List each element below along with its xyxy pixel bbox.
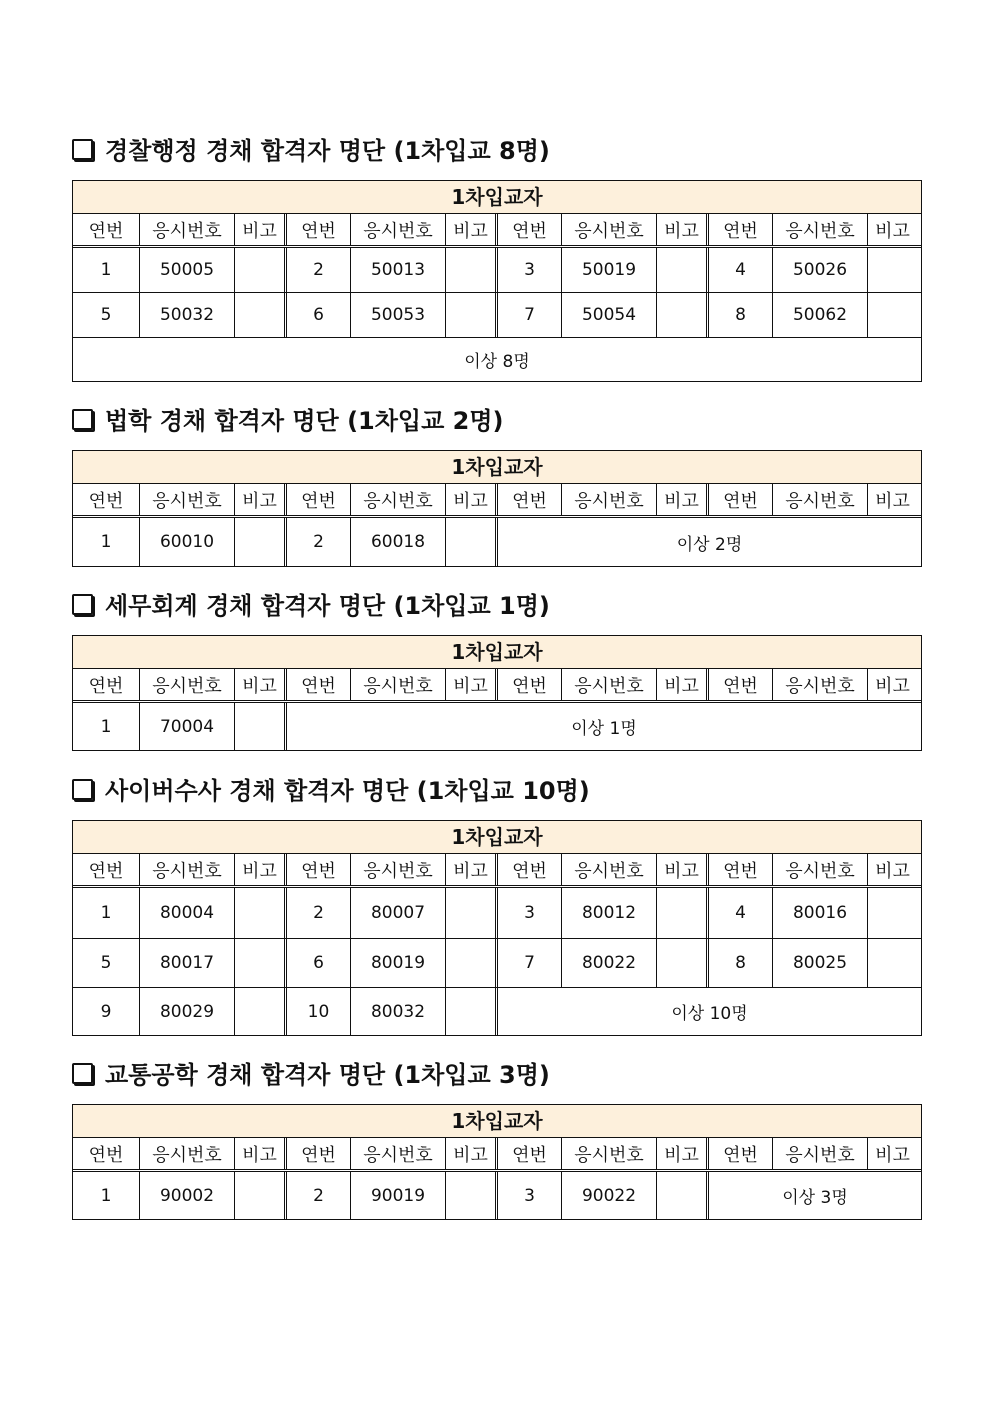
cell-note <box>234 703 284 750</box>
cell-exam-number: 60010 <box>139 518 234 566</box>
header-no: 연번 <box>495 669 561 700</box>
table-header-row <box>73 214 921 248</box>
header-note: 비고 <box>234 669 284 700</box>
cell-no: 7 <box>495 939 561 987</box>
cell-no: 5 <box>100 305 112 325</box>
cell-note <box>445 939 495 987</box>
cell-no: 2 <box>284 888 350 938</box>
table-row <box>73 248 921 292</box>
cell-no: 4 <box>706 248 772 292</box>
header-no: 연번 <box>88 490 124 512</box>
results-table <box>72 450 922 567</box>
header-exam-number: 응시번호 <box>350 669 445 700</box>
header-note: 비고 <box>867 484 917 515</box>
cell-note <box>867 939 917 987</box>
table-row <box>73 1172 921 1219</box>
cell-exam-number: 80012 <box>561 888 656 938</box>
cell-note <box>656 1172 706 1219</box>
cell-no: 3 <box>495 1172 561 1219</box>
header-exam-number: 응시번호 <box>561 669 656 700</box>
cell-exam-number: 80016 <box>772 888 867 938</box>
header-no: 연번 <box>495 1138 561 1169</box>
header-no: 연번 <box>284 669 350 700</box>
header-exam-number: 응시번호 <box>350 214 445 245</box>
header-exam-number: 응시번호 <box>772 484 867 515</box>
cell-no: 3 <box>495 248 561 292</box>
cell-note <box>234 518 284 566</box>
section-title <box>72 587 550 619</box>
table-caption: 1차입교자 <box>73 181 921 214</box>
header-exam-number: 응시번호 <box>139 1138 234 1169</box>
cell-no: 10 <box>284 988 350 1035</box>
summary-cell: 이상 8명 <box>464 352 530 372</box>
results-table <box>72 180 922 382</box>
cell-note <box>867 248 917 292</box>
cell-exam-number: 50032 <box>139 293 234 337</box>
cell-no: 1 <box>100 903 112 923</box>
table-row <box>73 938 921 987</box>
cell-no: 1 <box>100 532 112 552</box>
cell-note <box>867 888 917 938</box>
cell-note <box>445 248 495 292</box>
header-no: 연번 <box>495 484 561 515</box>
cell-exam-number: 80032 <box>350 988 445 1035</box>
cell-exam-number: 60018 <box>350 518 445 566</box>
table-caption: 1차입교자 <box>73 1105 921 1138</box>
header-exam-number: 응시번호 <box>139 854 234 885</box>
cell-exam-number: 80017 <box>139 939 234 987</box>
header-exam-number: 응시번호 <box>350 484 445 515</box>
table-header-row <box>73 854 921 888</box>
checkbox-square-icon <box>72 409 93 430</box>
cell-no: 8 <box>706 939 772 987</box>
table-row <box>73 987 921 1035</box>
section-title-text: 교통공학 경채 합격자 명단 (1차입교 3명) <box>105 1060 550 1089</box>
cell-exam-number: 50019 <box>561 248 656 292</box>
cell-note <box>445 888 495 938</box>
header-no: 연번 <box>88 1144 124 1166</box>
header-exam-number: 응시번호 <box>139 669 234 700</box>
section-title <box>72 772 590 804</box>
cell-note <box>234 1172 284 1219</box>
section-title <box>72 1056 550 1088</box>
header-no: 연번 <box>495 854 561 885</box>
header-exam-number: 응시번호 <box>561 854 656 885</box>
header-note: 비고 <box>656 484 706 515</box>
checkbox-square-icon <box>72 139 93 160</box>
cell-note <box>445 988 495 1035</box>
cell-no: 3 <box>495 888 561 938</box>
table-row <box>73 888 921 938</box>
cell-no: 2 <box>284 1172 350 1219</box>
table-header-row <box>73 1138 921 1172</box>
header-note: 비고 <box>445 484 495 515</box>
cell-no: 5 <box>100 953 112 973</box>
cell-note <box>234 988 284 1035</box>
header-note: 비고 <box>234 854 284 885</box>
cell-exam-number: 90002 <box>139 1172 234 1219</box>
header-note: 비고 <box>656 854 706 885</box>
cell-exam-number: 50054 <box>561 293 656 337</box>
header-note: 비고 <box>445 669 495 700</box>
cell-no: 4 <box>706 888 772 938</box>
table-caption: 1차입교자 <box>73 821 921 854</box>
table-caption: 1차입교자 <box>73 451 921 484</box>
cell-no: 9 <box>100 1001 112 1022</box>
header-note: 비고 <box>867 854 917 885</box>
header-note: 비고 <box>445 854 495 885</box>
table-row <box>73 703 921 750</box>
cell-note <box>445 293 495 337</box>
cell-no: 7 <box>495 293 561 337</box>
cell-exam-number: 80025 <box>772 939 867 987</box>
header-exam-number: 응시번호 <box>561 484 656 515</box>
cell-exam-number: 50013 <box>350 248 445 292</box>
cell-note <box>656 939 706 987</box>
cell-note <box>234 248 284 292</box>
header-no: 연번 <box>706 1138 772 1169</box>
results-table <box>72 635 922 751</box>
cell-exam-number: 80004 <box>139 888 234 938</box>
cell-no: 1 <box>100 260 112 280</box>
header-exam-number: 응시번호 <box>772 854 867 885</box>
header-exam-number: 응시번호 <box>772 214 867 245</box>
header-note: 비고 <box>867 669 917 700</box>
header-note: 비고 <box>445 1138 495 1169</box>
cell-no: 2 <box>284 518 350 566</box>
header-note: 비고 <box>656 214 706 245</box>
cell-exam-number: 50053 <box>350 293 445 337</box>
header-exam-number: 응시번호 <box>139 484 234 515</box>
cell-note <box>445 1172 495 1219</box>
checkbox-square-icon <box>72 1063 93 1084</box>
results-table <box>72 1104 922 1220</box>
cell-no: 6 <box>284 293 350 337</box>
header-no: 연번 <box>284 484 350 515</box>
header-no: 연번 <box>284 214 350 245</box>
header-no: 연번 <box>284 1138 350 1169</box>
section-title-text: 세무회계 경채 합격자 명단 (1차입교 1명) <box>105 591 550 620</box>
header-exam-number: 응시번호 <box>561 214 656 245</box>
checkbox-square-icon <box>72 594 93 615</box>
header-note: 비고 <box>234 484 284 515</box>
summary-cell: 이상 1명 <box>284 703 921 750</box>
cell-exam-number: 50026 <box>772 248 867 292</box>
header-no: 연번 <box>88 860 124 882</box>
cell-no: 1 <box>100 1185 112 1206</box>
cell-no: 8 <box>706 293 772 337</box>
table-row <box>73 518 921 566</box>
cell-note <box>234 888 284 938</box>
section-title-text: 사이버수사 경채 합격자 명단 (1차입교 10명) <box>105 776 590 805</box>
header-note: 비고 <box>867 214 917 245</box>
header-note: 비고 <box>234 1138 284 1169</box>
cell-note <box>867 293 917 337</box>
cell-exam-number: 50062 <box>772 293 867 337</box>
summary-cell: 이상 10명 <box>495 988 921 1035</box>
header-exam-number: 응시번호 <box>772 1138 867 1169</box>
header-no: 연번 <box>88 220 124 242</box>
header-note: 비고 <box>867 1138 917 1169</box>
header-no: 연번 <box>706 484 772 515</box>
cell-no: 2 <box>284 248 350 292</box>
section-title <box>72 132 550 164</box>
header-no: 연번 <box>706 854 772 885</box>
cell-note <box>234 939 284 987</box>
table-row <box>73 292 921 337</box>
cell-exam-number: 70004 <box>139 703 234 750</box>
results-table <box>72 820 922 1036</box>
summary-row <box>73 337 921 381</box>
summary-cell: 이상 3명 <box>706 1172 921 1219</box>
cell-no: 1 <box>100 716 112 737</box>
cell-exam-number: 80029 <box>139 988 234 1035</box>
header-no: 연번 <box>706 669 772 700</box>
table-caption: 1차입교자 <box>73 636 921 669</box>
header-exam-number: 응시번호 <box>350 1138 445 1169</box>
header-exam-number: 응시번호 <box>350 854 445 885</box>
cell-note <box>656 248 706 292</box>
header-exam-number: 응시번호 <box>561 1138 656 1169</box>
cell-exam-number: 80022 <box>561 939 656 987</box>
header-note: 비고 <box>445 214 495 245</box>
header-exam-number: 응시번호 <box>139 214 234 245</box>
section-title-text: 경찰행정 경채 합격자 명단 (1차입교 8명) <box>105 136 550 165</box>
header-no: 연번 <box>495 214 561 245</box>
table-header-row <box>73 484 921 518</box>
header-note: 비고 <box>656 1138 706 1169</box>
table-header-row <box>73 669 921 703</box>
cell-exam-number: 90022 <box>561 1172 656 1219</box>
section-title <box>72 402 504 434</box>
checkbox-square-icon <box>72 779 93 800</box>
section-title-text: 법학 경채 합격자 명단 (1차입교 2명) <box>105 406 504 435</box>
cell-no: 6 <box>284 939 350 987</box>
header-note: 비고 <box>656 669 706 700</box>
cell-exam-number: 80007 <box>350 888 445 938</box>
header-exam-number: 응시번호 <box>772 669 867 700</box>
cell-note <box>656 888 706 938</box>
cell-exam-number: 80019 <box>350 939 445 987</box>
cell-exam-number: 50005 <box>139 248 234 292</box>
header-no: 연번 <box>284 854 350 885</box>
header-note: 비고 <box>234 214 284 245</box>
cell-note <box>234 293 284 337</box>
cell-note <box>656 293 706 337</box>
header-no: 연번 <box>706 214 772 245</box>
cell-note <box>445 518 495 566</box>
cell-exam-number: 90019 <box>350 1172 445 1219</box>
summary-cell: 이상 2명 <box>495 518 921 566</box>
header-no: 연번 <box>88 675 124 697</box>
